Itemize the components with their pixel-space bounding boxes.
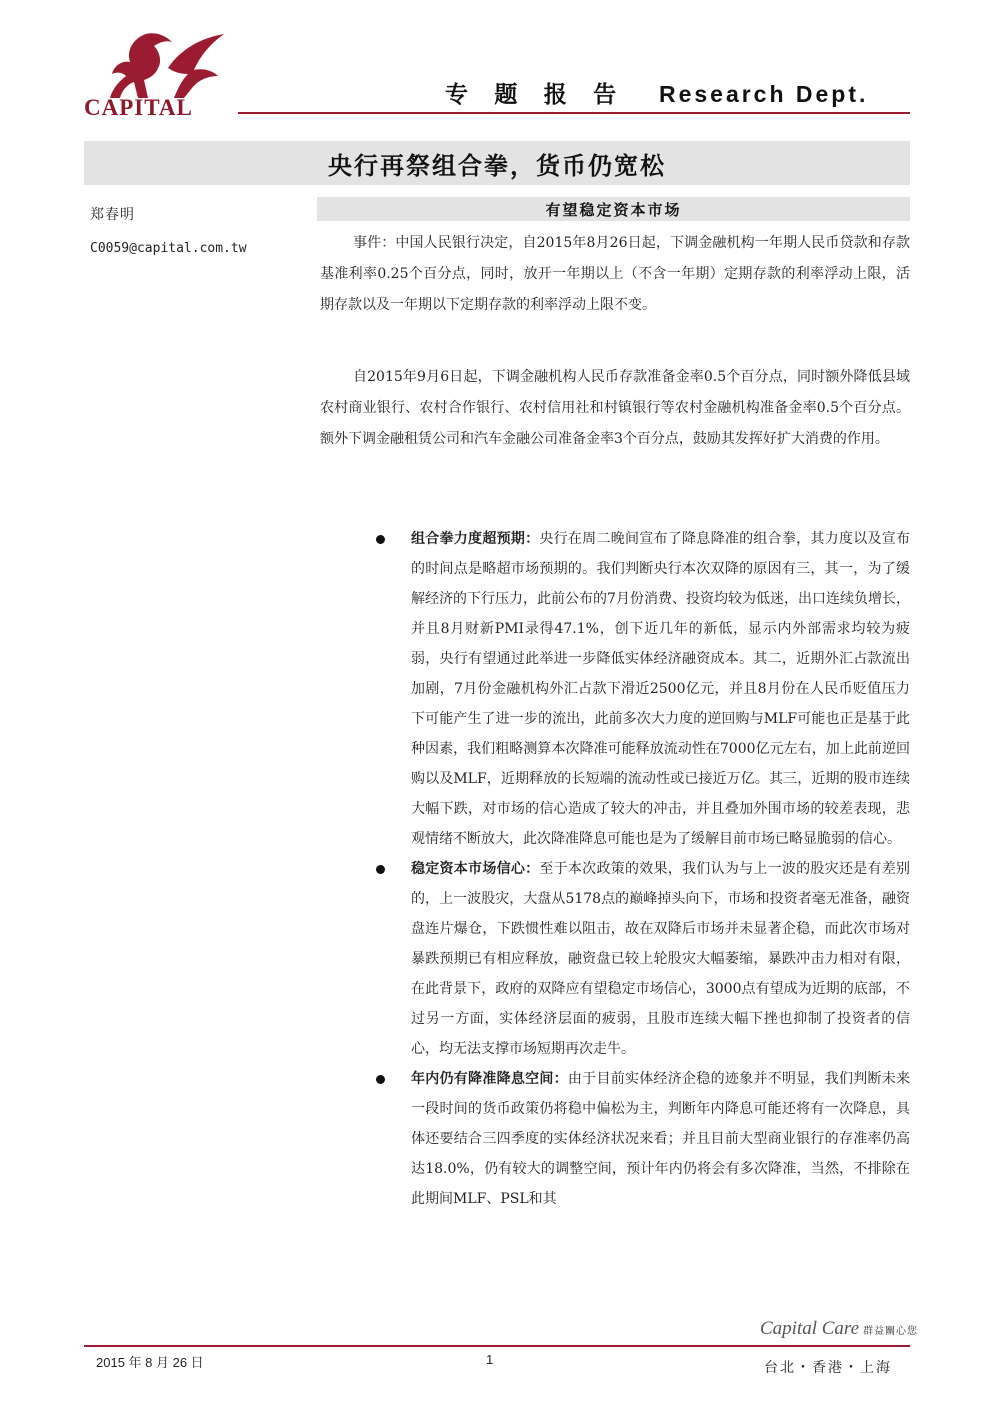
footer-tagline: 群益關心您	[863, 1326, 919, 1337]
bullet-heading: 稳定资本市场信心：	[411, 861, 540, 877]
report-type: 专 题 报 告	[445, 81, 627, 107]
bullet-item	[376, 1064, 910, 1214]
header-divider	[238, 112, 910, 114]
bullet-text: 央行在周二晚间宣布了降息降准的组合拳，其力度以及宣布的时间点是略超市场预期的。我们判断央行本次双降的原因有三，其一，为了缓解经济的下行压力，此前公布的7月份消费、投资均较为低迷，出口连续负增长，并且8月财新PMI录得47.1%，创下近几年的新低，显示内外部需求均较为疲弱，央行有望通过此举进一步降低实体经济融资成本。其二，近期外汇占款流出加剧，7月份金融机构外汇占款下滑近2500亿元，并且8月份在人民币贬值压力下可能产生了进一步的流出，此前多次大力度的逆回购与MLF可能也正是基于此种因素，我们粗略测算本次降准可能释放流动性在7000亿元左右，加上此前逆回购以及MLF，近期释放的长短端的流动性或已接近万亿。其三，近期的股市连续大幅下跌，对市场的信心造成了较大的冲击，并且叠加外围市场的较差表现，悲观情绪不断放大，此次降准降息可能也是为了缓解目前市场已略显脆弱的信心。	[411, 531, 911, 847]
footer-divider	[84, 1345, 910, 1347]
bullet-dot-icon	[376, 865, 385, 874]
analysis-bullets	[376, 524, 910, 1214]
footer-cities: 台北・香港・上海	[764, 1360, 892, 1376]
bullet-item	[376, 524, 910, 854]
rrr-paragraph: 自2015年9月6日起，下调金融机构人民币存款准备金率0.5个百分点，同时额外降低县域农村商业银行、农村合作银行、农村信用社和村镇银行等农村金融机构准备金率0.5个百分点。额外下调金融租赁公司和汽车金融公司准备金率3个百分点，鼓励其发挥好扩大消费的作用。	[320, 369, 910, 447]
research-dept: Research Dept.	[658, 81, 869, 107]
logo-text: CAPITAL	[84, 95, 193, 120]
footer-brand	[760, 1318, 918, 1340]
bullet-heading: 年内仍有降准降息空间：	[411, 1071, 568, 1087]
bullet-text: 由于目前实体经济企稳的迹象并不明显，我们判断未来一段时间的货币政策仍将稳中偏松为主，判断年内降息可能还将有一次降息，具体还要结合三四季度的实体经济状况来看；并且目前大型商业银行的存准率仍高达18.0%，仍有较大的调整空间，预计年内仍将会有多次降准，当然，不排除在此期间MLF、PSL和其	[411, 1071, 911, 1207]
report-subtitle: 有望稳定资本市场	[317, 197, 910, 221]
footer-brand-name: Capital Care	[760, 1318, 860, 1339]
bullet-heading: 组合拳力度超预期：	[411, 531, 540, 547]
bullet-dot-icon	[376, 535, 385, 544]
author-name: 郑春明	[90, 207, 135, 223]
report-header	[445, 76, 868, 109]
bullet-item	[376, 854, 910, 1064]
page-number: 1	[486, 1352, 494, 1367]
author-email[interactable]: C0059@capital.com.tw	[90, 241, 247, 256]
event-paragraph: 事件：中国人民银行决定，自2015年8月26日起，下调金融机构一年期人民币贷款和存款基准利率0.25个百分点，同时，放开一年期以上（不含一年期）定期存款的利率浮动上限，活期存款以及一年期以下定期存款的利率浮动上限不变。	[320, 235, 910, 313]
footer-date: 2015 年 8 月 26 日	[96, 1355, 204, 1370]
bullet-dot-icon	[376, 1075, 385, 1084]
bullet-text: 至于本次政策的效果，我们认为与上一波的股灾还是有差别的，上一波股灾，大盘从5178点的巅峰掉头向下，市场和投资者毫无准备，融资盘连片爆仓，下跌惯性难以阻击，故在双降后市场并未显著企稳，而此次市场对暴跌预期已有相应释放，融资盘已较上轮股灾大幅萎缩，暴跌冲击力相对有限，在此背景下，政府的双降应有望稳定市场信心，3000点有望成为近期的底部，不过另一方面，实体经济层面的疲弱，且股市连续大幅下挫也抑制了投资者的信心，均无法支撑市场短期再次走牛。	[411, 861, 911, 1057]
report-title: 央行再祭组合拳，货币仍宽松	[84, 141, 910, 185]
